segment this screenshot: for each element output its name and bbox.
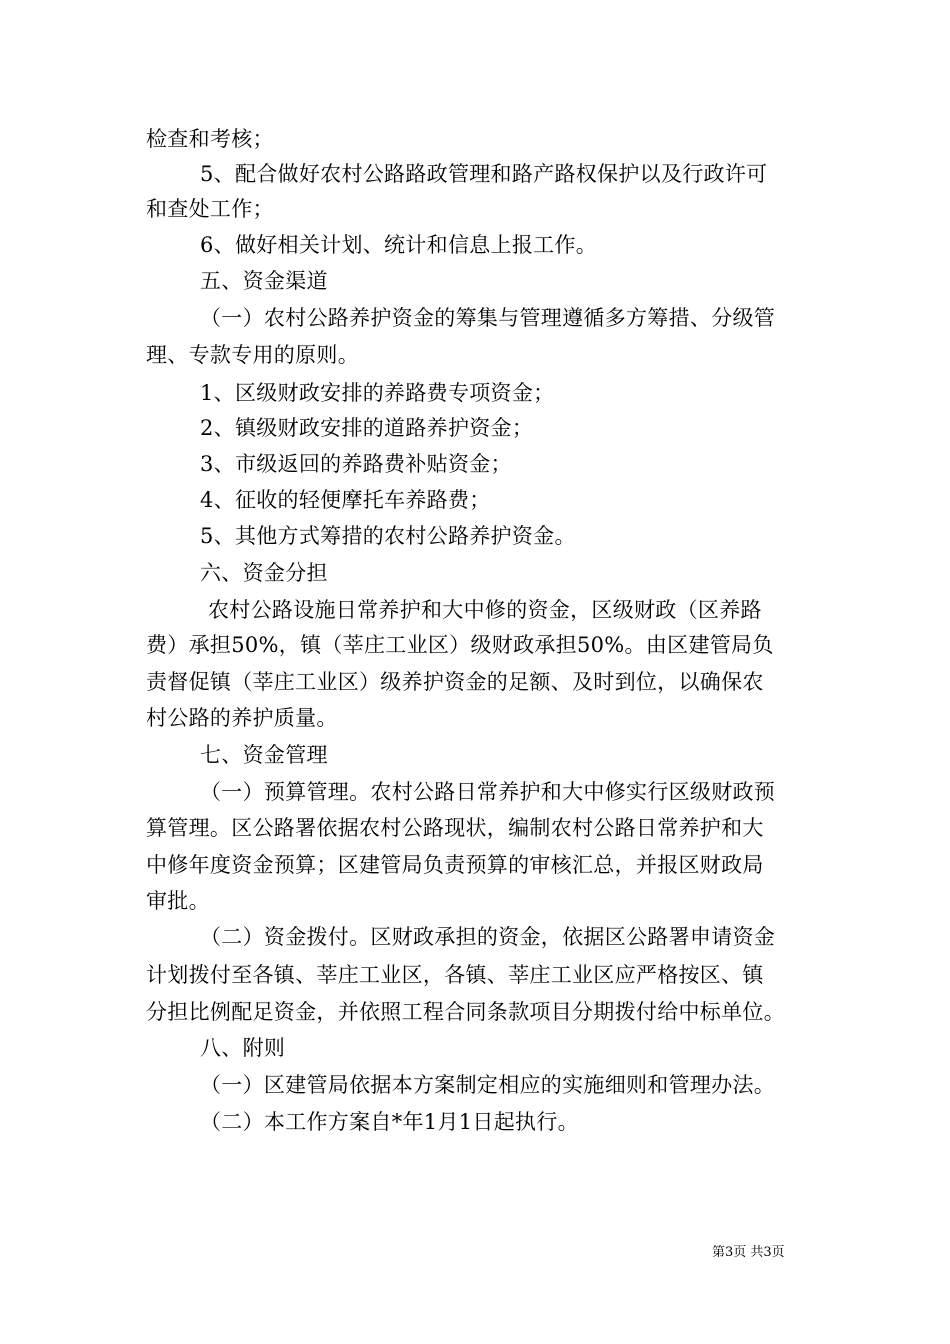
section-heading: 六、资金分担 [200, 561, 328, 585]
text-line: 4、征收的轻便摩托车养路费； [200, 488, 491, 512]
text-line: 和查处工作； [146, 197, 274, 221]
text-line: （二）资金拨付。区财政承担的资金，依据区公路署申请资金 [200, 925, 776, 949]
text-line: 村公路的养护质量。 [146, 706, 338, 730]
page-number-footer: 第3页 共3页 [712, 1245, 785, 1260]
section-heading: 八、附则 [200, 1036, 286, 1060]
text-line: 计划拨付至各镇、莘庄工业区，各镇、莘庄工业区应严格按区、镇 [146, 963, 764, 987]
text-line: 5、其他方式筹措的农村公路养护资金。 [200, 524, 576, 548]
text-line: 算管理。区公路署依据农村公路现状，编制农村公路日常养护和大 [146, 816, 764, 840]
text-line: 检查和考核； [146, 127, 274, 151]
text-line: 审批。 [146, 889, 210, 913]
text-line: 中修年度资金预算；区建管局负责预算的审核汇总，并报区财政局 [146, 853, 764, 877]
text-line: 2、镇级财政安排的道路养护资金； [200, 416, 534, 440]
text-line: 农村公路设施日常养护和大中修的资金，区级财政（区养路 [208, 598, 762, 622]
text-line: 分担比例配足资金，并依照工程合同条款项目分期拨付给中标单位。 [146, 1000, 785, 1024]
text-line: （二）本工作方案自*年1月1日起执行。 [200, 1110, 579, 1134]
text-line: （一）农村公路养护资金的筹集与管理遵循多方筹措、分级管 [200, 306, 776, 330]
text-line: 责督促镇（莘庄工业区）级养护资金的足额、及时到位，以确保农 [146, 670, 764, 694]
text-line: 3、市级返回的养路费补贴资金； [200, 452, 512, 476]
text-line: 理、专款专用的原则。 [146, 343, 359, 367]
text-line: （一）预算管理。农村公路日常养护和大中修实行区级财政预 [200, 780, 776, 804]
text-line: 费）承担50%，镇（莘庄工业区）级财政承担50%。由区建管局负 [146, 633, 774, 657]
text-line: （一）区建管局依据本方案制定相应的实施细则和管理办法。 [200, 1073, 776, 1097]
section-heading: 五、资金渠道 [200, 269, 328, 293]
section-heading: 七、资金管理 [200, 743, 328, 767]
text-line: 1、区级财政安排的养路费专项资金； [200, 381, 555, 405]
text-line: 5、配合做好农村公路路政管理和路产路权保护以及行政许可 [200, 162, 768, 186]
text-line: 6、做好相关计划、统计和信息上报工作。 [200, 233, 598, 257]
